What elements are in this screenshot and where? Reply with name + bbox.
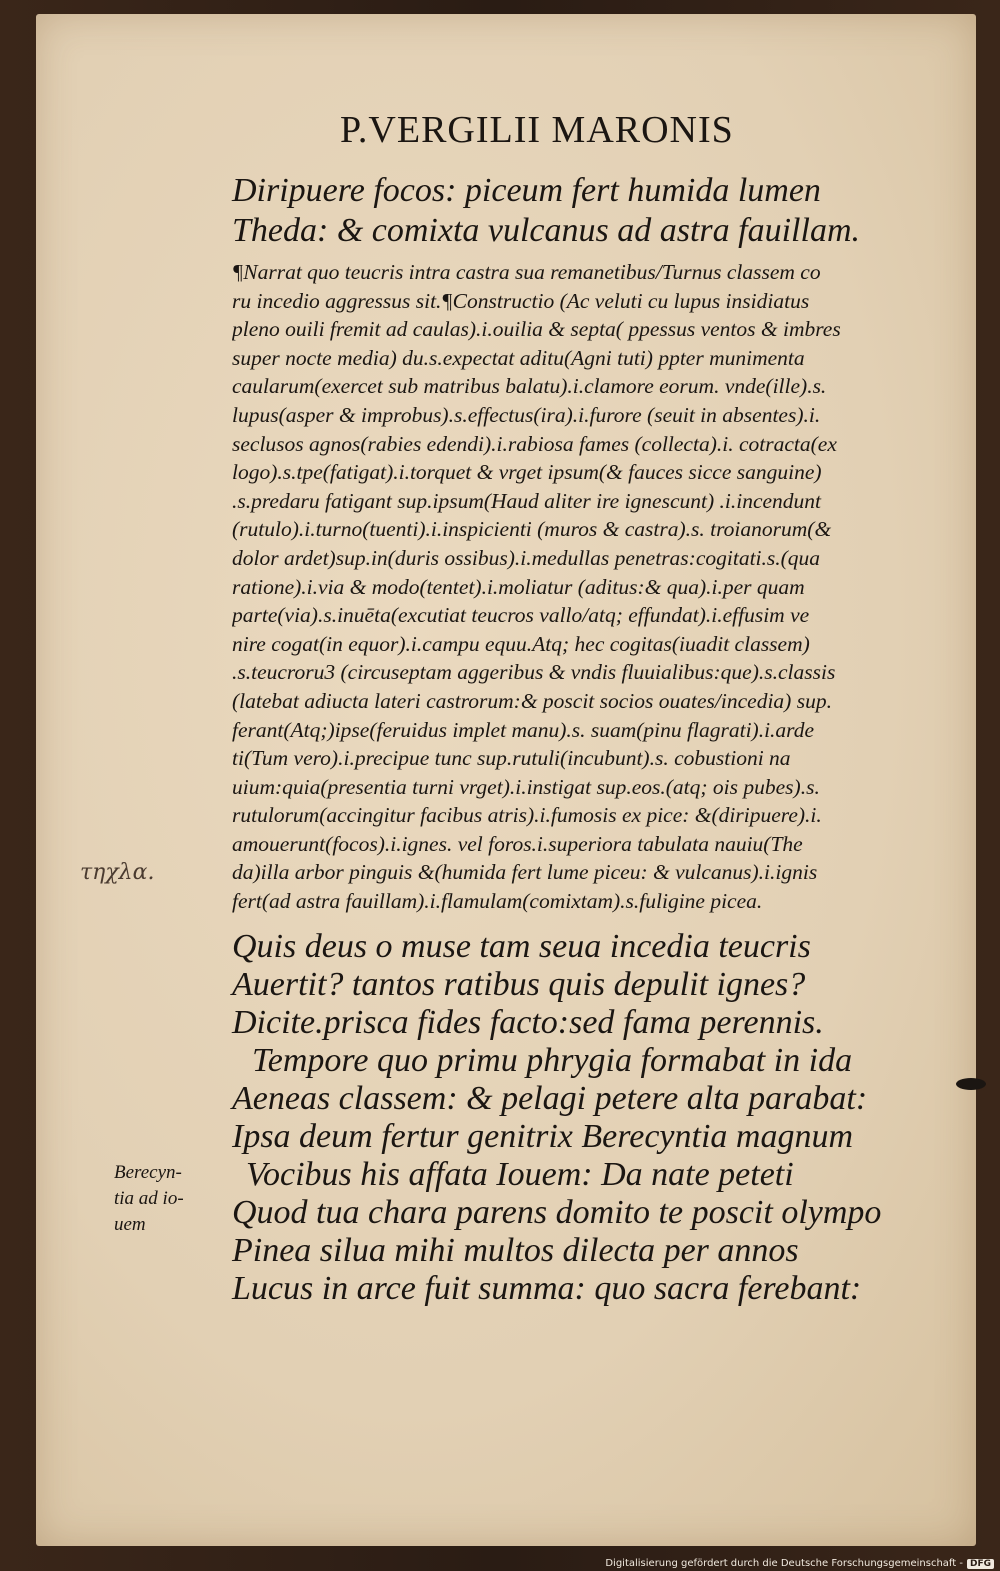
commentary-line: uium:quia(presentia turni vrget).i.instigat sup.eos.(atq; ois pubes).s. [232, 774, 820, 799]
commentary-line: parte(via).s.inuēta(excutiat teucros vallo/atq; effundat).i.effusim ve [232, 603, 810, 628]
marginal-note [114, 1160, 234, 1238]
verse-line: Lucus in arce fuit summa: quo sacra ferebant: [232, 1270, 862, 1307]
commentary-line: fert(ad astra fauillam).i.flamulam(comixtam).s.fuligine picea. [232, 889, 763, 914]
commentary-line: logo).s.tpe(fatigat).i.torquet & vrget ipsum(& fauces sicce sanguine) [232, 460, 822, 485]
commentary-line: seclusos agnos(rabies edendi).i.rabiosa fames (collecta).i. cotracta(ex [232, 431, 837, 456]
commentary-block [232, 258, 956, 916]
commentary-line: ferant(Atq;)ipse(feruidus implet manu).s. suam(pinu flagrati).i.arde [232, 717, 815, 742]
verse-line: Auertit? tantos ratibus quis depulit ignes? [232, 966, 806, 1003]
verse-line: Quod tua chara parens domito te poscit olympo [232, 1194, 882, 1231]
dfg-logo: DFG [967, 1559, 994, 1569]
commentary-line: lupus(asper & improbus).s.effectus(ira).i.furore (seuit in absentes).i. [232, 402, 821, 427]
marginal-note-line: tia ad io- [114, 1188, 184, 1209]
commentary-line: pleno ouili fremit ad caulas).i.ouilia & septa( ppessus ventos & imbres [232, 317, 841, 342]
commentary-line: (latebat adiucta lateri castrorum:& poscit socios ouates/incedia) sup. [232, 688, 832, 713]
commentary-line: ratione).i.via & modo(tentet).i.moliatur (aditus:& qua).i.per quam [232, 574, 805, 599]
commentary-line: .s.teucroru3 (circuseptam aggeribus & vndis fluuialibus:que).s.classis [232, 660, 836, 685]
verse-line: Aeneas classem: & pelagi petere alta parabat: [232, 1080, 868, 1117]
commentary-line: da)illa arbor pinguis &(humida fert lume piceu: & vulcanus).i.ignis [232, 860, 818, 885]
marginal-note-line: uem [114, 1214, 146, 1235]
verse-line: Diripuere focos: piceum fert humida lumen [232, 172, 821, 209]
verse-line: Tempore quo primu phrygia formabat in ida [252, 1042, 853, 1079]
commentary-line: caularum(exercet sub matribus balatu).i.clamore eorum. vnde(ille).s. [232, 374, 827, 399]
ink-blot [956, 1078, 986, 1090]
marginal-note-line: Berecyn- [114, 1162, 182, 1183]
verse-line: Quis deus o muse tam seua incedia teucris [232, 928, 811, 965]
commentary-line: ru incedio aggressus sit.¶Constructio (Ac veluti cu lupus insidiatus [232, 288, 810, 313]
commentary-line: ti(Tum vero).i.precipue tunc sup.rutuli(incubunt).s. cobustioni na [232, 746, 791, 771]
marginal-greek-annotation: τηχλα. [80, 860, 155, 885]
verse-line: Ipsa deum fertur genitrix Berecyntia magnum [232, 1118, 853, 1155]
commentary-line: rutulorum(accingitur facibus atris).i.fumosis ex pice: &(diripuere).i. [232, 803, 822, 828]
verse-line: Vocibus his affata Iouem: Da nate peteti [246, 1156, 794, 1193]
verse-line: Pinea silua mihi multos dilecta per annos [232, 1232, 799, 1269]
footer-text: Digitalisierung gefördert durch die Deutsche Forschungsgemeinschaft - [605, 1558, 963, 1569]
commentary-line: super nocte media) du.s.expectat aditu(Agni tuti) ppter munimenta [232, 345, 805, 370]
commentary-line: ¶Narrat quo teucris intra castra sua remanetibus/Turnus classem co [232, 260, 821, 284]
commentary-line: amouerunt(focos).i.ignes. vel foros.i.superiora tabulata nauiu(The [232, 831, 803, 856]
digitization-footer [605, 1558, 994, 1569]
verse-line: Theda: & comixta vulcanus ad astra fauillam. [232, 212, 861, 249]
running-head: P.VERGILII MARONIS [340, 109, 734, 151]
commentary-line: (rutulo).i.turno(tuenti).i.inspicienti (muros & castra).s. troianorum(& [232, 517, 832, 542]
commentary-line: dolor ardet)sup.in(duris ossibus).i.medullas penetras:cogitati.s.(qua [232, 545, 821, 570]
verse-line: Dicite.prisca fides facto:sed fama perennis. [232, 1004, 824, 1041]
commentary-line: nire cogat(in equor).i.campu equu.Atq; hec cogitas(iuadit classem) [232, 631, 810, 656]
commentary-line: .s.predaru fatigant sup.ipsum(Haud aliter ire ignescunt) .i.incendunt [232, 488, 822, 513]
